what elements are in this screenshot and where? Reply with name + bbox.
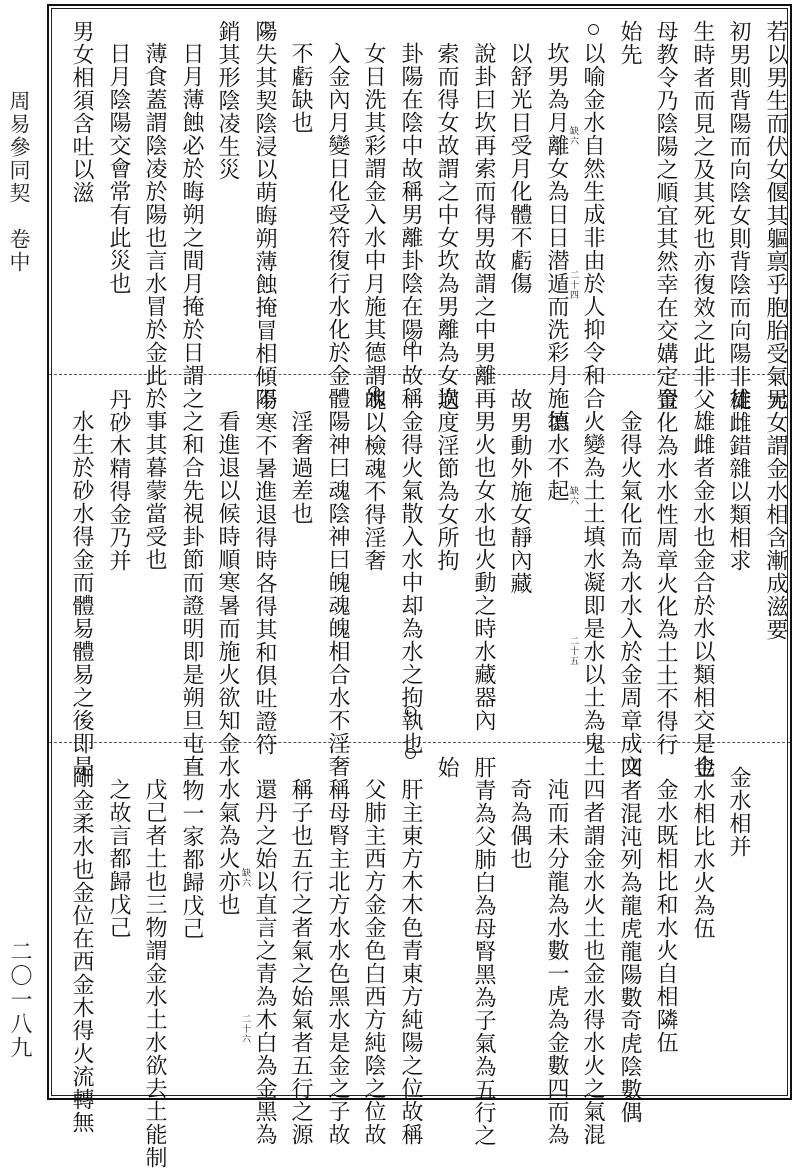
- text-column: 金水相比水火為伍: [690, 756, 715, 940]
- text-column: 女日洗其彩謂金入水中月施其德謂水: [361, 42, 386, 410]
- text-column: 雄雌錯雜以類相求: [726, 388, 751, 572]
- marginal-note: 二十五: [568, 636, 578, 666]
- section-marker-circle: [588, 24, 599, 35]
- text-column: 母教令乃陰陽之順宜其然幸在交媾定置: [653, 20, 678, 411]
- text-column: 以舒光日受月化體不虧傷: [507, 42, 532, 295]
- text-column: 還丹之始以直言之青為木白為金黑為: [252, 778, 277, 1146]
- text-column: 男火也女水也火動之時水藏器內: [471, 410, 496, 732]
- text-column: 金得火氣化而為水水入於金周章成文: [617, 410, 642, 778]
- text-column: 入金內月變日化受符復行水化於金體: [325, 42, 350, 410]
- text-column: 薄食蓋謂陰凌於陽也言水冒於金此於: [142, 42, 167, 410]
- text-column: 三物一家都歸戊己: [179, 756, 204, 940]
- text-column: 金得火氣散入水中却為水之拘執也: [398, 410, 423, 755]
- text-column: 金水相并: [726, 766, 751, 858]
- text-column: 故男動外施女靜內藏: [507, 388, 532, 595]
- text-column: 沌而未分龍為水數一虎為金數四而為: [544, 778, 569, 1146]
- text-column: 若以男生而伏女偃其軀禀乎胞胎受氣元: [763, 20, 788, 411]
- text-column: 陽失其契陰浸以萌晦朔薄蝕掩冒相傾陽: [252, 20, 277, 411]
- section-marker-circle: [369, 386, 380, 397]
- text-column: 金化為水水性周章火化為土土不得行: [653, 388, 678, 756]
- text-column: 金水既相比和水火自相隣伍: [653, 778, 678, 1054]
- text-column: 丹砂木精得金乃并: [106, 388, 131, 572]
- text-column: 不寒不暑進退得時各得其和俱吐證符: [252, 388, 277, 756]
- text-column: 奇為偶也: [507, 778, 532, 870]
- text-column: 填水不起: [544, 410, 569, 502]
- text-column: 生時者而見之及其死也亦復效之此非父: [690, 20, 715, 411]
- text-column: 事其暮蒙當受也: [142, 410, 167, 571]
- text-column: 稱子也五行之者氣之始氣者五行之源: [288, 778, 313, 1146]
- margin-book-title: 周易參同契 卷中: [7, 90, 31, 274]
- text-column: 稱母腎主北方水水色黑水是金之子故: [325, 778, 350, 1146]
- text-column: 之故言都歸戊己: [106, 778, 131, 939]
- text-column: 男女相須含吐以滋: [69, 20, 94, 204]
- text-column: 父肺主西方金金色白西方純陰之位故: [361, 778, 386, 1146]
- text-column: 始先: [617, 20, 642, 66]
- section-marker-circle: [405, 706, 416, 717]
- text-column: 水氣為火亦也: [215, 778, 240, 916]
- text-column: 始: [434, 756, 459, 779]
- text-column: 卦陽在陰中故稱男離卦陰在陽中故稱: [398, 42, 423, 410]
- text-column: 魄以檢魂不得淫奢: [361, 388, 386, 572]
- marginal-note: 缺六: [568, 486, 578, 506]
- text-column: 雄雌者金水也金合於水以類相交是也: [690, 410, 715, 778]
- section-marker-circle: [405, 748, 416, 759]
- margin-page-number: 二〇一八九: [7, 940, 32, 1060]
- marginal-note: 二十六: [240, 1014, 250, 1044]
- text-column: 陽神曰魂陰神曰魄魂魄相合水不淫奢: [325, 410, 350, 778]
- text-column: 索而得女故謂之中女坎為男離為女坎: [434, 42, 459, 410]
- section-marker-circle: [260, 22, 271, 33]
- text-column: 初男則背陽而向陰女則背陰而向陽非徒: [726, 20, 751, 411]
- text-column: 肝主東方木木色青東方純陽之位故稱: [398, 778, 423, 1146]
- text-column: 剛金柔水也金位在西金木得火流轉無: [69, 766, 94, 1134]
- marginal-note: 缺六: [568, 126, 578, 146]
- text-column: 日月陰陽交會常有此災也: [106, 42, 131, 295]
- text-column: 男女謂金水相含漸成滋要: [763, 388, 788, 641]
- text-column: 以喻金水自然生成非由於人抑令和合: [580, 42, 605, 410]
- text-column: 過度淫節為女所拘: [434, 388, 459, 572]
- text-column: 說卦曰坎再索而得男故謂之中男離再: [471, 42, 496, 410]
- text-column: 四者混沌列為龍虎龍陽數奇虎陰數偶: [617, 756, 642, 1124]
- text-column: 不虧缺也: [288, 42, 313, 134]
- text-column: 肝青為父肺白為母腎黑為子氣為五行之: [471, 756, 496, 1147]
- text-column: 火變為土土填水凝即是水以土為鬼土: [580, 410, 605, 778]
- text-column: 淫奢過差也: [288, 410, 313, 525]
- text-column: 戊己者土也三物謂金水土水欲去土能制: [142, 778, 167, 1169]
- section-marker-circle: [405, 338, 416, 349]
- text-column: 水生於砂水得金而體易體易之後即是: [69, 410, 94, 778]
- marginal-note: 二十四: [568, 270, 578, 300]
- marginal-note: 缺六: [240, 868, 250, 888]
- text-column: 看進退以候時順寒暑而施火欲知金水: [215, 410, 240, 778]
- text-column: 日月薄蝕必於晦朔之間月掩於日謂之: [179, 42, 204, 410]
- text-column: 坎男為月離女為日日潜遁而洗彩月施德: [544, 42, 569, 433]
- text-column: 銷其形陰凌生災: [215, 20, 240, 181]
- text-column: 之和合先視卦節而證明即是朔旦屯直: [179, 410, 204, 778]
- text-column: 四者謂金水火土也金水得水火之氣混: [580, 778, 605, 1146]
